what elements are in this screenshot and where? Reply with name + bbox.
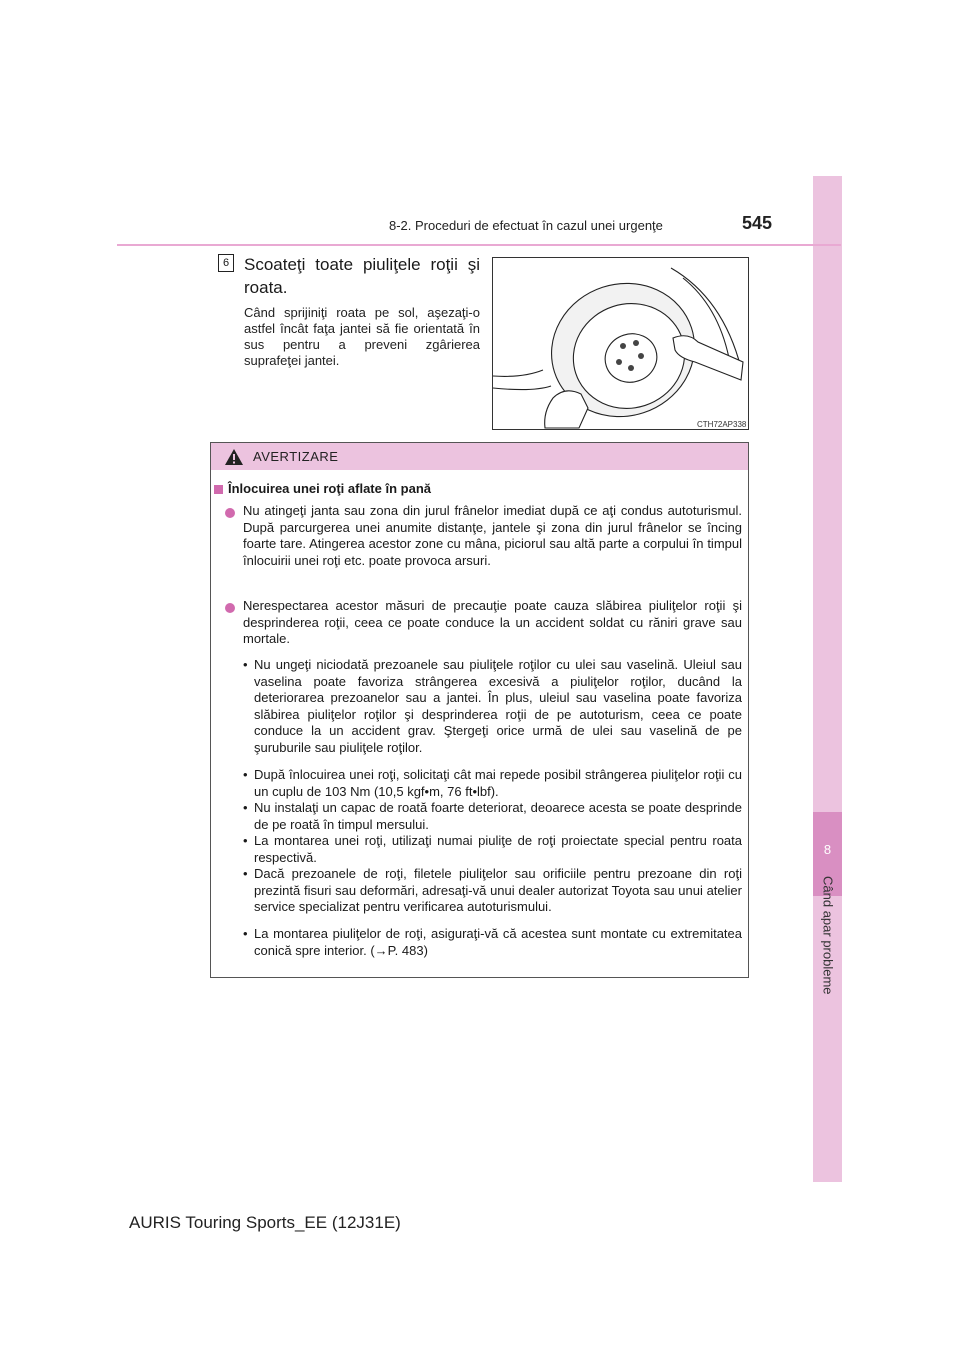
step-number-badge: 6 (218, 254, 234, 272)
figure-code: CTH72AP338 (697, 420, 747, 429)
footer-model-code: AURIS Touring Sports_EE (12J31E) (129, 1213, 401, 1232)
warning-sub-bullet: • La montarea unei roţi, utilizaţi numai piuliţe de roţi proiectate special pentru roata respectivă. (243, 833, 742, 865)
body-line (493, 386, 551, 390)
section-title: 8-2. Proceduri de efectuat în cazul unei urgenţe (389, 218, 663, 233)
wheel-illustration-svg (493, 258, 749, 430)
header-rule (117, 244, 841, 246)
chapter-number: 8 (823, 842, 832, 857)
warning-sub-bullet: • Nu ungeţi niciodată prezoanele sau piuliţele roţilor cu ulei sau vaselină. Uleiul sau vaselina poate favoriza strângerea excesivă a piuliţelor roţilor, ducând la deteriorarea prezoanelor sau a jantei. În plus, uleiul sau vaselina poate favoriza slăbirea piuliţelor roţilor şi desprinderea roţii de pe autoturism, ceea ce poate conduce la un accident grav. Ştergeţi orice urmă de ulei sau vaselină de pe şuruburile sau piuliţele roţilor. (243, 657, 742, 755)
wheel-removal-illustration (492, 257, 749, 430)
warning-sub-bullet: • Nu instalaţi un capac de roată foarte deteriorat, deoarece acesta se poate desprinde de pe roată în timpul mersului. (243, 800, 742, 832)
side-strip (813, 176, 842, 1182)
chapter-title: Când apar probleme (820, 876, 836, 995)
warning-label: AVERTIZARE (253, 449, 339, 464)
warning-bullet-1: Nu atingeţi janta sau zona din jurul frânelor imediat după ce aţi condus autoturismul. După parcurgerea unei anumite distanţe, jantele şi zona din jurul frânelor se încing foarte tare. Atingerea acestor zone cu mâna, piciorul sau altă parte a corpului în timpul înlocuirii unei roţi etc. poate provoca arsuri. (243, 503, 742, 568)
step-title: Scoateţi toate piuliţele roţii şi roata. (244, 255, 480, 297)
bullet-dot-icon (225, 508, 235, 518)
bullet-dot-icon (225, 603, 235, 613)
warning-bullet-2: Nerespectarea acestor măsuri de precauţie poate cauza slăbirea piuliţelor roţii şi desprinderea roţii, ceea ce poate conduce la un accident soldat cu răniri grave sau mortale. (243, 598, 742, 646)
left-hand (545, 391, 588, 428)
warning-heading: Înlocuirea unei roţi aflate în pană (228, 481, 431, 496)
body-line (493, 370, 543, 376)
warning-sub-bullet: • La montarea piuliţelor de roţi, asiguraţi-vă că acestea sunt montate cu extremitatea conică spre interior. (→P. 483) (243, 926, 742, 958)
warning-sub-bullet: • După înlocuirea unei roţi, solicitaţi cât mai repede posibil strângerea piuliţelor roţii cu un cuplu de 103 Nm (10,5 kgf•m, 76 ft•lbf). (243, 767, 742, 799)
step-note: Când sprijiniţi roata pe sol, aşezaţi-o astfel încât faţa jantei să fie orientată în sus pentru a preveni zgârierea suprafeţei jantei. (244, 305, 480, 368)
warning-triangle-icon (224, 448, 244, 466)
page-number: 545 (742, 213, 773, 233)
warning-sub-bullet: • Dacă prezoanele de roţi, filetele piuliţelor sau orificiile pentru prezoane din roţi prezintă fisuri sau deformări, adresaţi-vă unui dealer autorizat Toyota sau unui atelier service specializat pentru verificarea autoturismului. (243, 866, 742, 914)
heading-square-icon (214, 485, 223, 494)
